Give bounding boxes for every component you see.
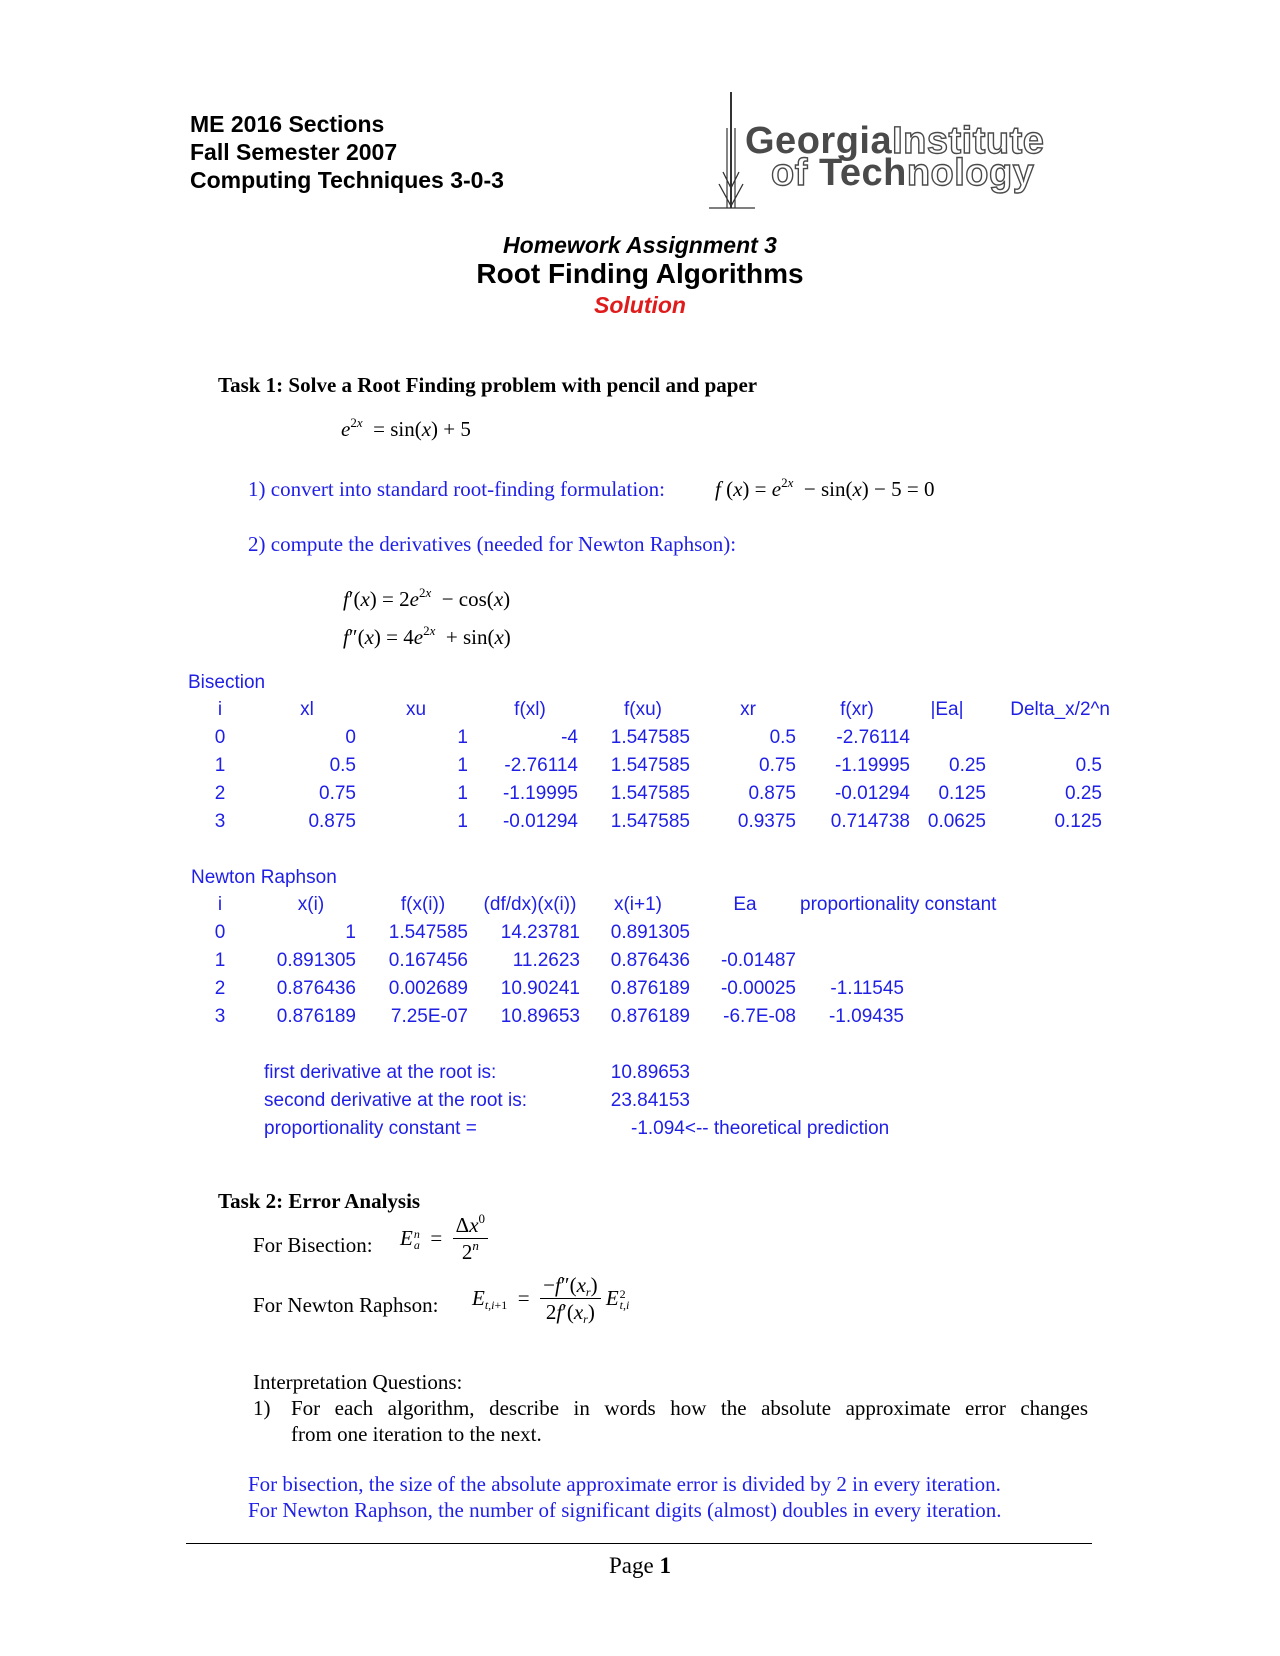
table-cell: -4: [561, 727, 578, 748]
page-title: Root Finding Algorithms: [476, 258, 804, 289]
table-cell: 1.547585: [610, 811, 690, 832]
table-cell: -0.01487: [720, 950, 796, 971]
equation-original: $e^{2x} = \sin(x) + 5$: [341, 415, 471, 441]
table-cell: 0.891305: [610, 922, 690, 943]
bisection-header-fxl: f(xl): [514, 699, 546, 720]
table-cell: 0.125: [1054, 811, 1102, 832]
bisection-header-fxr: f(xr): [840, 699, 874, 720]
solution-label: Solution: [594, 292, 686, 318]
table-cell: 3: [214, 811, 226, 832]
bisection-header-xu: xu: [405, 699, 427, 720]
table-cell: 0: [345, 727, 356, 748]
logo-of: of: [771, 152, 808, 194]
proportionality-constant-label: proportionality constant =: [264, 1118, 477, 1139]
step2-text: 2) compute the derivatives (needed for Newton Raphson):: [248, 532, 737, 556]
table-cell: 0: [214, 922, 226, 943]
step1-text: 1) convert into standard root-finding formulation:: [248, 477, 665, 501]
georgia-tech-logo: [705, 88, 1090, 213]
logo-georgia: Georgia: [745, 120, 893, 162]
table-cell: 1.547585: [610, 783, 690, 804]
newton-error-formula: $E_{t,i+1}$ = $\frac{-f''(x_r)}{2f'(x_r)}$ E2 t,i: [472, 1273, 630, 1326]
table-cell: 3: [214, 1006, 226, 1027]
table-cell: 0.0625: [927, 811, 986, 832]
task2-heading: Task 2: Error Analysis: [218, 1189, 421, 1213]
page-number: [0, 1553, 1280, 1579]
table-cell: 0.875: [748, 783, 796, 804]
table-cell: 1.547585: [388, 922, 468, 943]
table-cell: -1.09435: [828, 1006, 904, 1027]
table-cell: 0.25: [1065, 783, 1102, 804]
table-cell: 0.75: [759, 755, 796, 776]
question-1-line-1: For each algorithm, describe in words how the absolute approximate error changes: [291, 1396, 1088, 1420]
table-cell: 10.90241: [500, 978, 580, 999]
table-cell: 0: [214, 727, 226, 748]
table-cell: 2: [214, 978, 226, 999]
table-cell: 0.125: [938, 783, 986, 804]
bisection-error-label: For Bisection:: [253, 1233, 373, 1257]
equation-first-derivative: $f'(x) = 2e^{2x} - \cos(x)$: [343, 585, 511, 611]
newton-header-xi1: x(i+1): [613, 894, 663, 915]
newton-header-dfdx: (df/dx)(x(i)): [483, 894, 577, 915]
bisection-title: Bisection: [188, 672, 266, 693]
table-cell: 2: [214, 783, 226, 804]
table-cell: -0.00025: [720, 978, 796, 999]
table-cell: 0.5: [1075, 755, 1102, 776]
table-cell: 0.9375: [737, 811, 796, 832]
table-cell: -1.11545: [830, 978, 904, 999]
table-cell: -0.01294: [834, 783, 910, 804]
newton-header-xi: x(i): [297, 894, 325, 915]
table-cell: 0.876436: [276, 978, 356, 999]
newton-header-ea: Ea: [733, 894, 757, 915]
table-cell: -2.76114: [504, 755, 578, 776]
page-label: Page: [609, 1553, 654, 1578]
table-cell: -2.76114: [836, 727, 910, 748]
proportionality-constant-value: -1.094<-- theoretical prediction: [631, 1118, 890, 1139]
newton-title: Newton Raphson: [191, 867, 337, 888]
answer-bisection: For bisection, the size of the absolute approximate error is divided by 2 in every iteration.: [248, 1472, 1001, 1496]
bisection-header-xl: xl: [300, 699, 314, 720]
table-cell: 0.002689: [388, 978, 468, 999]
table-cell: 1: [345, 922, 356, 943]
table-cell: 0.714738: [830, 811, 910, 832]
table-cell: -6.7E-08: [723, 1006, 796, 1027]
newton-header-i: i: [217, 894, 223, 915]
bisection-header-i: i: [217, 699, 223, 720]
table-cell: 7.25E-07: [390, 1006, 468, 1027]
course-subtitle: Computing Techniques 3-0-3: [190, 167, 504, 193]
newton-header-prop: proportionality constant: [800, 894, 997, 915]
table-cell: 0.5: [769, 727, 796, 748]
first-derivative-label: first derivative at the root is:: [264, 1062, 497, 1083]
table-cell: 0.876189: [610, 978, 690, 999]
task1-heading: Task 1: Solve a Root Finding problem with pencil and paper: [218, 373, 758, 397]
equation-second-derivative: $f''(x) = 4e^{2x} + \sin(x)$: [343, 623, 511, 649]
first-derivative-value: 10.89653: [610, 1062, 690, 1083]
footer-divider: [186, 1543, 1092, 1544]
logo-institute: Institute: [892, 120, 1045, 162]
table-cell: 1: [457, 755, 468, 776]
table-cell: -1.19995: [834, 755, 910, 776]
bisection-error-formula: En a = $\frac{\Delta x^0}{2^n}$: [400, 1212, 488, 1265]
bisection-header-fxu: f(xu): [624, 699, 662, 720]
interpretation-title: Interpretation Questions:: [253, 1370, 463, 1394]
equation-standard-form: f $(x) = e^{2x} - \sin(x) - 5 = 0$: [715, 475, 935, 501]
table-cell: 0.5: [329, 755, 356, 776]
second-derivative-value: 23.84153: [610, 1090, 690, 1111]
table-cell: 0.876189: [610, 1006, 690, 1027]
table-cell: -0.01294: [502, 811, 578, 832]
newton-header-fxi: f(x(i)): [400, 894, 446, 915]
second-derivative-label: second derivative at the root is:: [264, 1090, 527, 1111]
table-cell: 0.876189: [276, 1006, 356, 1027]
logo-tech: Tech: [818, 152, 907, 194]
newton-error-label: For Newton Raphson:: [253, 1293, 439, 1317]
table-cell: 11.2623: [512, 950, 580, 971]
table-cell: 1.547585: [610, 755, 690, 776]
table-cell: 1: [457, 727, 468, 748]
page-number-value: 1: [659, 1553, 671, 1578]
table-cell: 1: [457, 811, 468, 832]
table-cell: 14.23781: [500, 922, 580, 943]
table-cell: 0.875: [308, 811, 356, 832]
table-cell: 1: [214, 950, 226, 971]
table-cell: 0.75: [319, 783, 356, 804]
question-1-line-2: from one iteration to the next.: [291, 1422, 542, 1446]
bisection-header-xr: xr: [740, 699, 756, 720]
table-cell: 10.89653: [500, 1006, 580, 1027]
table-cell: 0.167456: [388, 950, 468, 971]
table-cell: -1.19995: [502, 783, 578, 804]
bisection-header-ea: |Ea|: [930, 699, 964, 720]
table-cell: 1: [214, 755, 226, 776]
answer-newton: For Newton Raphson, the number of significant digits (almost) doubles in every iteration.: [248, 1498, 1002, 1522]
course-name: ME 2016 Sections: [190, 111, 385, 137]
table-cell: 1.547585: [610, 727, 690, 748]
table-cell: 0.891305: [276, 950, 356, 971]
assignment-title: Homework Assignment 3: [503, 232, 777, 258]
table-cell: 0.25: [949, 755, 986, 776]
table-cell: 0.876436: [610, 950, 690, 971]
logo-nology: nology: [906, 152, 1035, 194]
question-number: 1): [253, 1396, 271, 1420]
semester: Fall Semester 2007: [190, 139, 398, 165]
bisection-header-delta: Delta_x/2^n: [1010, 699, 1110, 720]
table-cell: 1: [457, 783, 468, 804]
